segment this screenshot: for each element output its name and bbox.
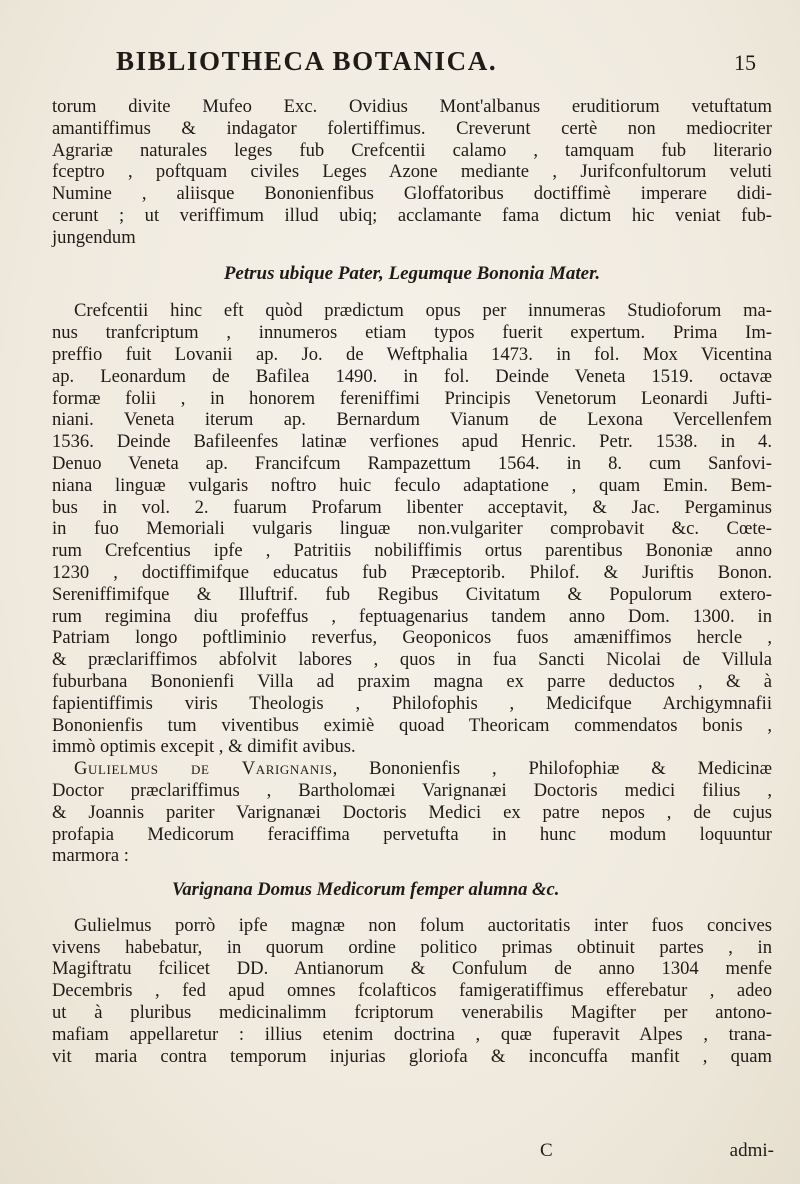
text-line: niana linguæ vulgaris noftro huic feculo adaptatione , quam Emin. Bem-	[52, 474, 772, 496]
text-line: Denuo Veneta ap. Francifcum Rampazettum 1564. in 8. cum Sanfovi-	[52, 452, 772, 474]
text-fragment: , Bononienfis , Philofophiæ & Medicinæ	[332, 758, 772, 780]
person-name: Gulielmus de Varignanis	[74, 758, 333, 780]
text-line: in fuo Memoriali vulgaris linguæ non.vulgariter comprobavit &c. Cœte-	[52, 518, 772, 540]
text-line: Sereniffimifque & Illuftrif. fub Regibus Civitatum & Populorum extero-	[52, 583, 772, 605]
page-number: 15	[734, 50, 756, 75]
text-line	[52, 758, 772, 780]
text-line: Gulielmus porrò ipfe magnæ non folum auctoritatis inter fuos concives	[74, 914, 772, 936]
catchword: admi-	[729, 1140, 774, 1161]
text-line: vivens habebatur, in quorum ordine politico primas obtinuit partes , in	[52, 936, 772, 958]
text-line: ap. Leonardum de Bafilea 1490. in fol. Deinde Veneta 1519. octavæ	[52, 365, 772, 387]
text-line: mafiam appellaretur : illius etenim doctrina , quæ fuperavit Alpes , trana-	[52, 1023, 772, 1045]
page-body	[52, 96, 772, 1067]
text-line: profapia Medicorum feraciffima pervetufta in hunc modum loquuntur	[52, 823, 772, 845]
text-line: preffio fuit Lovanii ap. Jo. de Weftphalia 1473. in fol. Mox Vicentina	[52, 343, 772, 365]
text-line: Patriam longo poftliminio reverfus, Geoponicos fuos amæniffimos hercle ,	[52, 627, 772, 649]
text-line: fapientiffimis viris Theologis , Philofophis , Medicifque Archigymnafii	[52, 692, 772, 714]
text-line: vit maria contra temporum injurias gloriofa & inconcuffa manfit , quam	[52, 1045, 772, 1067]
paragraph-museum	[52, 96, 772, 249]
text-line: Doctor præclariffimus , Bartholomæi Varignanæi Doctoris medici filius ,	[52, 779, 772, 801]
text-line: Crefcentii hinc eft quòd prædictum opus per innumeras Studioforum ma-	[74, 300, 772, 322]
text-line: rum Crefcentius ipfe , Patritiis nobiliffimis ortus parentibus Bononiæ anno	[52, 540, 772, 562]
text-line: & præclariffimos abfolvit labores , quos in fua Sancti Nicolai de Villula	[52, 649, 772, 671]
text-line: Agrariæ naturales leges fub Crefcentii calamo , tamquam fub literario	[52, 139, 772, 161]
text-line: niani. Veneta iterum ap. Bernardum Vianum de Lexona Vercellenfem	[52, 409, 772, 431]
text-line: bus in vol. 2. fuarum Profarum libenter acceptavit, & Jac. Pergaminus	[52, 496, 772, 518]
text-line: Decembris , fed apud omnes fcolafticos famigeratiffimus efferebatur , adeo	[52, 980, 772, 1002]
text-line: 1230 , doctiffimifque educatus fub Præceptorib. Philof. & Juriftis Bonon.	[52, 561, 772, 583]
text-line: 1536. Deinde Bafileenfes latinæ verfiones apud Henric. Petr. 1538. in 4.	[52, 431, 772, 453]
text-line: fuburbana Bononienfi Villa ad praxim magna ex parre deductos , & à	[52, 670, 772, 692]
verse-petrus: Petrus ubique Pater, Legumque Bononia Mater.	[223, 262, 601, 284]
paragraph-gulielmus	[52, 915, 772, 1068]
page-title: BIBLIOTHECA BOTANICA.	[116, 46, 498, 76]
running-head	[116, 40, 756, 84]
text-line: & Joannis pariter Varignanæi Doctoris Medici ex patre nepos , de cujus	[52, 801, 772, 823]
text-line: Bononienfis tum viventibus eximiè quoad Theoricam commendatos bonis ,	[52, 714, 772, 736]
text-line: jungendum	[52, 226, 136, 248]
paragraph-varignanis	[52, 758, 772, 867]
text-line: ut à pluribus medicinalimm fcriptorum venerabilis Magifter per antono-	[52, 1002, 772, 1024]
text-line: amantiffimus & indagator folertiffimus. Creverunt certè non mediocriter	[52, 117, 772, 139]
text-line: immò optimis excepit , & dimifit avibus.	[52, 736, 356, 758]
paragraph-editions	[52, 300, 772, 758]
text-line: cerunt ; ut veriffimum illud ubiq; acclamante fama dictum hic veniat fub-	[52, 204, 772, 226]
text-line: marmora :	[52, 845, 129, 867]
signature-mark: C	[540, 1140, 553, 1161]
verse-varignana: Varignana Domus Medicorum femper alumna &c.	[172, 879, 560, 901]
text-line: fceptro , poftquam civiles Leges Azone mediante , Jurifconfultorum veluti	[52, 161, 772, 183]
text-line: nus tranfcriptum , innumeros etiam typos fuerit expertum. Prima Im-	[52, 322, 772, 344]
text-line: Magiftratu fcilicet DD. Antianorum & Confulum de anno 1304 menfe	[52, 958, 772, 980]
text-line: Numine , aliisque Bononienfibus Gloffatoribus doctiffimè imperare didi-	[52, 183, 772, 205]
text-line: formæ folii , in honorem fereniffimi Principis Venetorum Leonardi Jufti-	[52, 387, 772, 409]
text-line: rum regimina diu profeffus , feptuagenarius tandem anno Dom. 1300. in	[52, 605, 772, 627]
text-line: torum divite Mufeo Exc. Ovidius Mont'albanus eruditiorum vetuftatum	[52, 96, 772, 117]
